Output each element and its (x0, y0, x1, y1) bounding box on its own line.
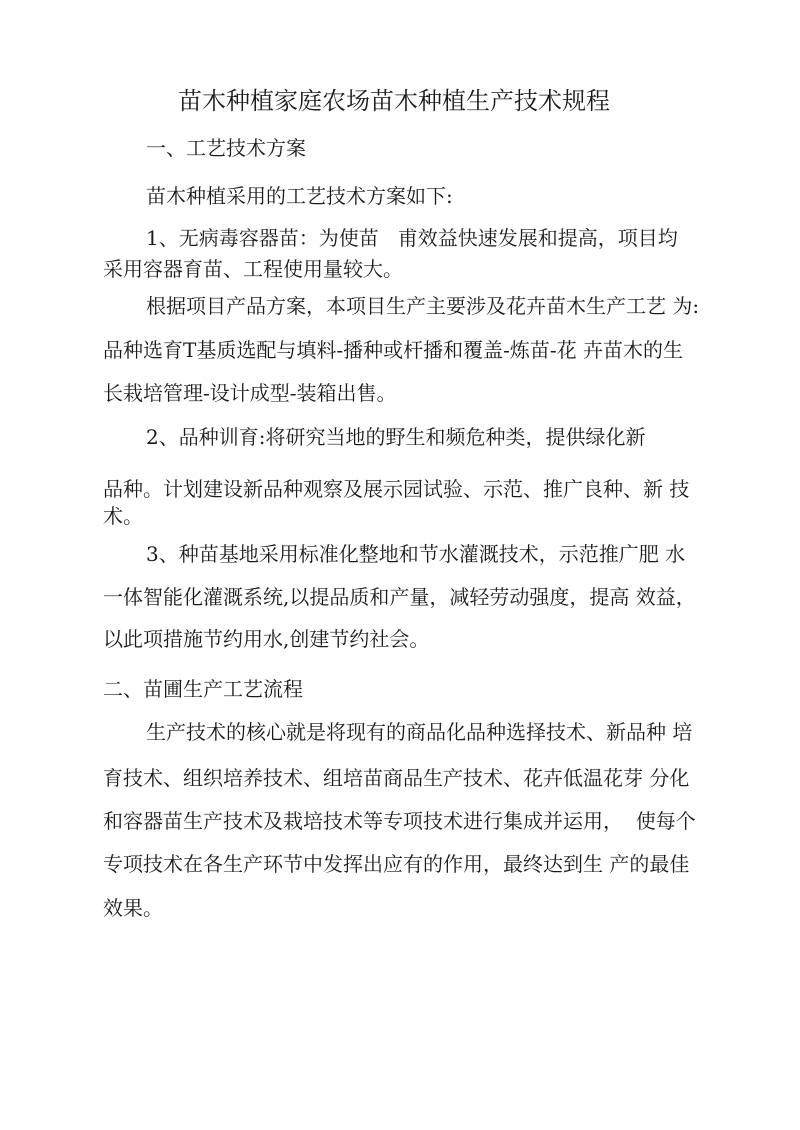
paragraph-line: 品种。计划建设新品种观察及展示园试验、示范、推广良种、新 技 (103, 477, 690, 501)
paragraph-line: 根据项目产品方案，本项目生产主要涉及花卉苗木生产工艺 为: (146, 294, 700, 318)
paragraph-line: 以此项措施节约用水,创建节约社会。 (103, 627, 430, 651)
paragraph-line: 生产技术的核心就是将现有的商品化品种选择技术、新品种 培 (146, 720, 693, 744)
document-title: 苗木种植家庭农场苗木种植生产技术规程 (178, 87, 610, 115)
paragraph-line: 苗木种植采用的工艺技术方案如下: (146, 184, 453, 208)
paragraph-line: 品种选育T基质选配与填料-播种或杆播和覆盖-炼苗-花 卉苗木的生 (103, 338, 683, 362)
paragraph-line: 长栽培管理-设计成型-装箱出售。 (103, 381, 397, 405)
section-heading-1: 一、工艺技术方案 (146, 136, 306, 160)
section-heading-2: 二、苗圃生产工艺流程 (103, 677, 303, 701)
paragraph-line: 3、种苗基地采用标准化整地和节水灌溉技术，示范推广肥 水 (146, 542, 686, 566)
paragraph-line: 术。 (103, 504, 143, 528)
paragraph-line: 和容器苗生产技术及栽培技术等专项技术进行集成并运用， 使每个 (103, 809, 696, 833)
paragraph-line: 采用容器育苗、工程使用量较大。 (103, 257, 403, 281)
paragraph-line: 2、品种训育:将研究当地的野生和频危种类，提供绿化新 (146, 425, 646, 449)
paragraph-line: 专项技术在各生产环节中发挥出应有的作用，最终达到生 产的最佳 (103, 852, 690, 876)
paragraph-line: 育技术、组织培养技术、组培苗商品生产技术、花卉低温花芽 分化 (103, 766, 690, 790)
paragraph-line: 1、无病毒容器苗：为使苗 甫效益快速发展和提高，项目均 (146, 226, 678, 250)
paragraph-line: 一体智能化灌溉系统,以提品质和产量，减轻劳动强度，提高 效益， (103, 585, 696, 609)
paragraph-line: 效果。 (103, 896, 163, 920)
